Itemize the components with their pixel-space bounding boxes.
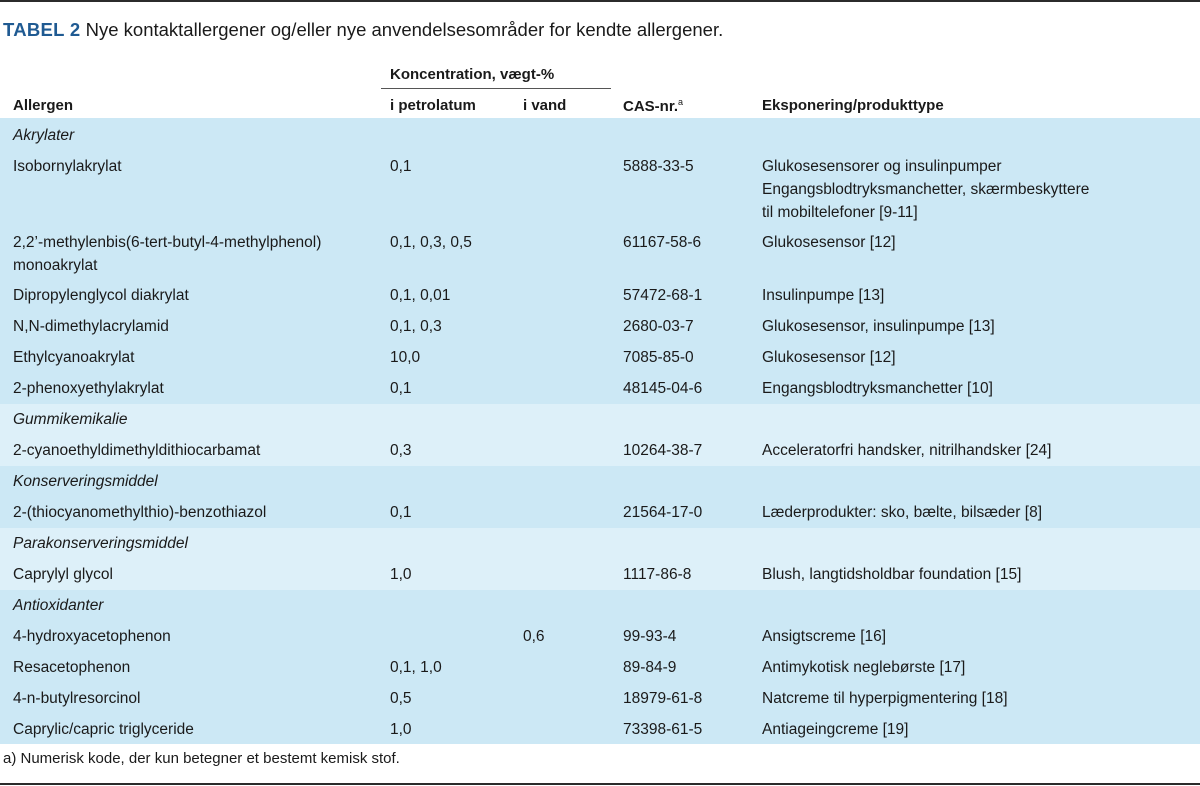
cell-allergen: Caprylyl glycol [13, 566, 113, 583]
cell-cas: 57472-68-1 [623, 287, 703, 304]
cell-exposure: Læderprodukter: sko, bælte, bilsæder [8] [762, 504, 1042, 521]
category-row [0, 120, 1200, 151]
category-gummikemikalie: Gummikemikalie [13, 411, 128, 428]
table-row [0, 280, 1200, 311]
table-row [0, 714, 1200, 744]
cell-exposure: Acceleratorfri handsker, nitrilhandsker [24] [762, 442, 1052, 459]
category-parakonserveringsmiddel: Parakonserveringsmiddel [13, 535, 188, 552]
table-title [3, 19, 723, 41]
cell-exposure: Antiageingcreme [19] [762, 721, 909, 738]
category-row [0, 404, 1200, 435]
cell-cas: 21564-17-0 [623, 504, 703, 521]
cell-exposure: Insulinpumpe [13] [762, 287, 885, 304]
cell-cas: 5888-33-5 [623, 158, 694, 175]
header-cas-label: CAS-nr. [623, 98, 679, 115]
cell-petrolatum: 0,1, 1,0 [390, 659, 442, 676]
category-konserveringsmiddel: Konserveringsmiddel [13, 473, 158, 490]
category-antioxidanter: Antioxidanter [13, 597, 104, 614]
table-row [0, 342, 1200, 373]
cell-allergen: 4-hydroxyacetophenon [13, 628, 171, 645]
cell-cas: 7085-85-0 [623, 349, 694, 366]
cell-exposure: Antimykotisk neglebørste [17] [762, 659, 966, 676]
bottom-rule [0, 783, 1200, 785]
cell-petrolatum: 0,1, 0,3, 0,5 [390, 234, 472, 251]
table-row [0, 435, 1200, 466]
cell-petrolatum: 1,0 [390, 566, 412, 583]
cell-allergen: 2-cyanoethyldimethyldithiocarbamat [13, 442, 261, 459]
header-water: i vand [523, 97, 567, 114]
cell-exposure: Glukosesensor, insulinpumpe [13] [762, 318, 995, 335]
cell-allergen: Dipropylenglycol diakrylat [13, 287, 189, 304]
category-akrylater: Akrylater [13, 127, 75, 144]
cell-cas: 73398-61-5 [623, 721, 703, 738]
cell-exposure-line3: til mobiltelefoner [9-11] [762, 204, 918, 221]
cell-allergen: Isobornylakrylat [13, 158, 122, 175]
cell-cas: 2680-03-7 [623, 318, 694, 335]
table-row [0, 151, 1200, 227]
table-row [0, 311, 1200, 342]
cell-petrolatum: 1,0 [390, 721, 412, 738]
category-row [0, 590, 1200, 621]
cell-exposure: Glukosesensor [12] [762, 349, 896, 366]
cell-allergen: 4-n-butylresorcinol [13, 690, 141, 707]
cell-petrolatum: 0,3 [390, 442, 412, 459]
cell-allergen: 2,2’-methylenbis(6-tert-butyl-4-methylphenol) [13, 234, 322, 251]
category-row [0, 528, 1200, 559]
cell-petrolatum: 0,1 [390, 380, 412, 397]
table-row [0, 227, 1200, 280]
cell-petrolatum: 0,1 [390, 158, 412, 175]
header-cas-footnote-mark: a [678, 97, 684, 107]
header-cas [623, 97, 683, 115]
cell-cas: 18979-61-8 [623, 690, 703, 707]
cell-cas: 1117-86-8 [623, 566, 692, 583]
category-row [0, 466, 1200, 497]
table-row [0, 683, 1200, 714]
table-caption: Nye kontaktallergener og/eller nye anvendelsesområder for kendte allergener. [85, 19, 724, 40]
header-allergen: Allergen [13, 97, 74, 114]
cell-allergen: N,N-dimethylacrylamid [13, 318, 169, 335]
header-group-rule [381, 88, 611, 89]
cell-petrolatum: 0,1, 0,3 [390, 318, 442, 335]
footnote: a) Numerisk kode, der kun betegner et bestemt kemisk stof. [3, 750, 400, 767]
cell-exposure: Engangsblodtryksmanchetter [10] [762, 380, 993, 397]
cell-exposure: Glukosesensor [12] [762, 234, 896, 251]
table-row [0, 373, 1200, 404]
cell-cas: 48145-04-6 [623, 380, 703, 397]
cell-exposure-line2: Engangsblodtryksmanchetter, skærmbeskyttere [762, 181, 1090, 198]
cell-cas: 10264-38-7 [623, 442, 703, 459]
table-label: TABEL 2 [3, 19, 81, 40]
cell-allergen: Resacetophenon [13, 659, 131, 676]
cell-exposure: Blush, langtidsholdbar foundation [15] [762, 566, 1022, 583]
top-rule [0, 0, 1200, 2]
cell-exposure: Natcreme til hyperpigmentering [18] [762, 690, 1008, 707]
cell-exposure: Glukosesensorer og insulinpumper [762, 158, 1002, 175]
table-row [0, 652, 1200, 683]
cell-allergen: 2-phenoxyethylakrylat [13, 380, 164, 397]
cell-water: 0,6 [523, 628, 545, 645]
cell-exposure: Ansigtscreme [16] [762, 628, 887, 645]
cell-petrolatum: 0,1, 0,01 [390, 287, 451, 304]
cell-allergen: Ethylcyanoakrylat [13, 349, 135, 366]
header-petrolatum: i petrolatum [390, 97, 476, 114]
cell-allergen: Caprylic/capric triglyceride [13, 721, 194, 738]
cell-cas: 89-84-9 [623, 659, 677, 676]
table-row [0, 559, 1200, 590]
header-exposure: Eksponering/produkttype [762, 97, 944, 114]
cell-allergen: 2-(thiocyanomethylthio)-benzothiazol [13, 504, 267, 521]
header-concentration-group: Koncentration, vægt-% [390, 66, 555, 83]
cell-petrolatum: 0,1 [390, 504, 412, 521]
cell-petrolatum: 10,0 [390, 349, 421, 366]
cell-allergen-line2: monoakrylat [13, 257, 98, 274]
cell-cas: 99-93-4 [623, 628, 677, 645]
cell-cas: 61167-58-6 [623, 234, 702, 251]
table-row [0, 497, 1200, 528]
cell-petrolatum: 0,5 [390, 690, 412, 707]
table-row [0, 621, 1200, 652]
